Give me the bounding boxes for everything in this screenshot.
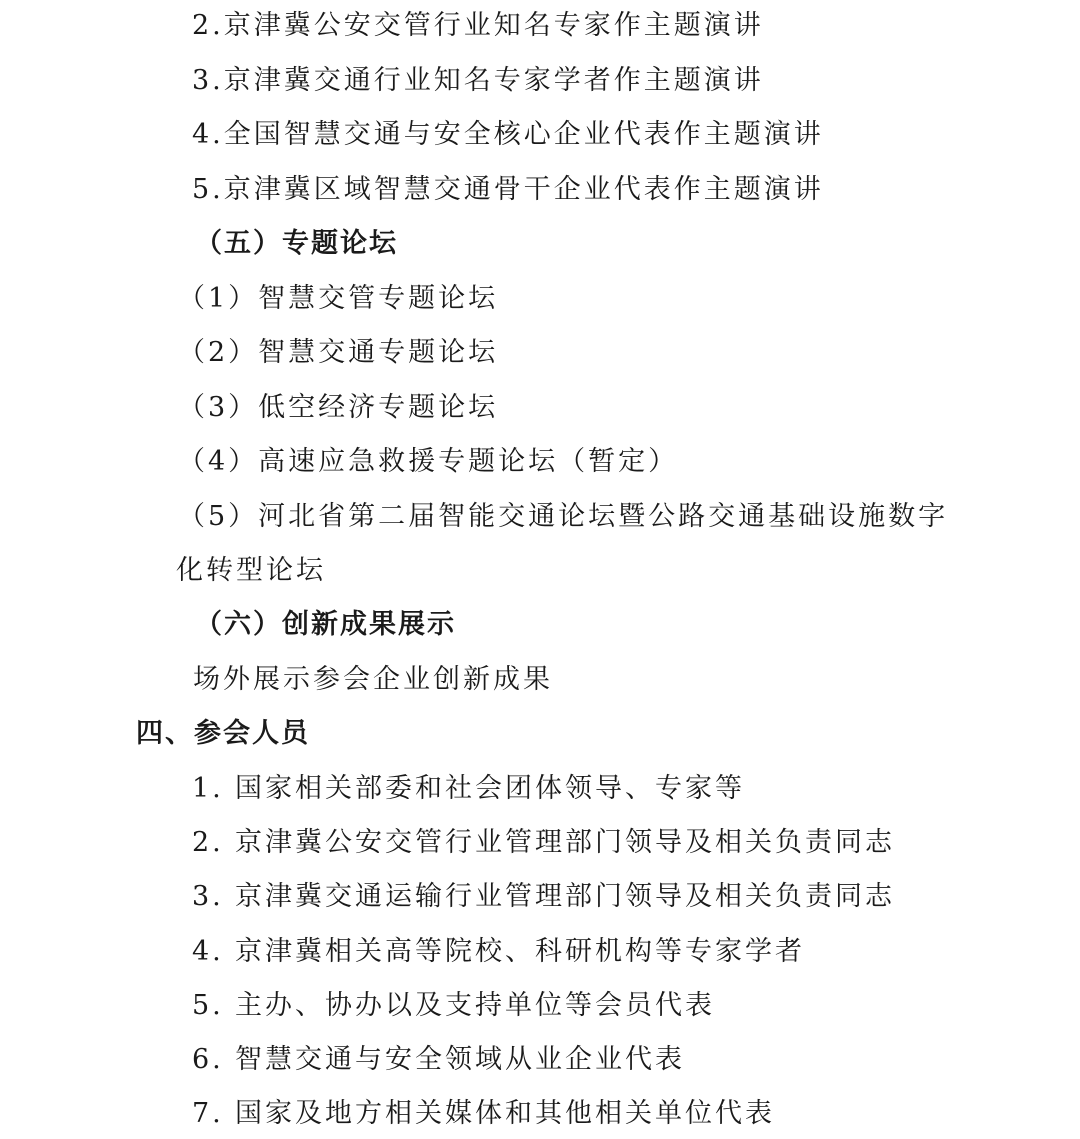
attendee-item-5 <box>192 986 715 1026</box>
attendee-item-number: 1. <box>192 773 224 804</box>
exhibition-text: 场外展示参会企业创新成果 <box>193 664 553 695</box>
attendee-item-text: 京津冀交通运输行业管理部门领导及相关负责同志 <box>235 881 895 912</box>
attendee-item-number: 3. <box>192 881 224 912</box>
keynote-item-4: 4.全国智慧交通与安全核心企业代表作主题演讲 <box>192 119 824 150</box>
keynote-item-2: 2.京津冀公安交管行业知名专家作主题演讲 <box>192 10 764 41</box>
attendee-item-number: 5. <box>192 990 224 1021</box>
attendee-item-text: 国家及地方相关媒体和其他相关单位代表 <box>235 1098 775 1129</box>
attendee-item-number: 2. <box>192 827 224 858</box>
attendee-item-text: 京津冀相关高等院校、科研机构等专家学者 <box>235 936 805 967</box>
attendee-item-number: 7. <box>192 1098 224 1129</box>
forum-item-5: （5）河北省第二届智能交通论坛暨公路交通基础设施数字 <box>178 501 949 532</box>
forum-item-5-continuation: 化转型论坛 <box>176 555 326 586</box>
attendee-item-4 <box>192 932 805 972</box>
attendees-heading: 四、参会人员 <box>136 718 310 749</box>
forum-item-2: （2）智慧交通专题论坛 <box>178 337 499 368</box>
attendee-item-text: 国家相关部委和社会团体领导、专家等 <box>235 773 745 804</box>
attendee-item-7 <box>192 1094 775 1134</box>
attendee-item-text: 智慧交通与安全领域从业企业代表 <box>235 1044 685 1075</box>
attendee-item-3 <box>192 877 895 917</box>
attendee-item-6 <box>192 1040 685 1080</box>
keynote-item-5: 5.京津冀区域智慧交通骨干企业代表作主题演讲 <box>192 174 824 205</box>
forum-item-3: （3）低空经济专题论坛 <box>178 392 499 423</box>
forum-item-4: （4）高速应急救援专题论坛（暂定） <box>178 446 679 477</box>
forum-item-1: （1）智慧交管专题论坛 <box>178 283 499 314</box>
keynote-item-3: 3.京津冀交通行业知名专家学者作主题演讲 <box>192 65 764 96</box>
forums-heading: （五）专题论坛 <box>195 228 398 259</box>
attendee-item-1 <box>192 769 745 809</box>
attendee-item-text: 主办、协办以及支持单位等会员代表 <box>235 990 715 1021</box>
attendee-item-number: 4. <box>192 936 224 967</box>
attendee-item-text: 京津冀公安交管行业管理部门领导及相关负责同志 <box>235 827 895 858</box>
attendee-item-number: 6. <box>192 1044 224 1075</box>
exhibition-heading: （六）创新成果展示 <box>195 609 456 640</box>
attendee-item-2 <box>192 823 895 863</box>
